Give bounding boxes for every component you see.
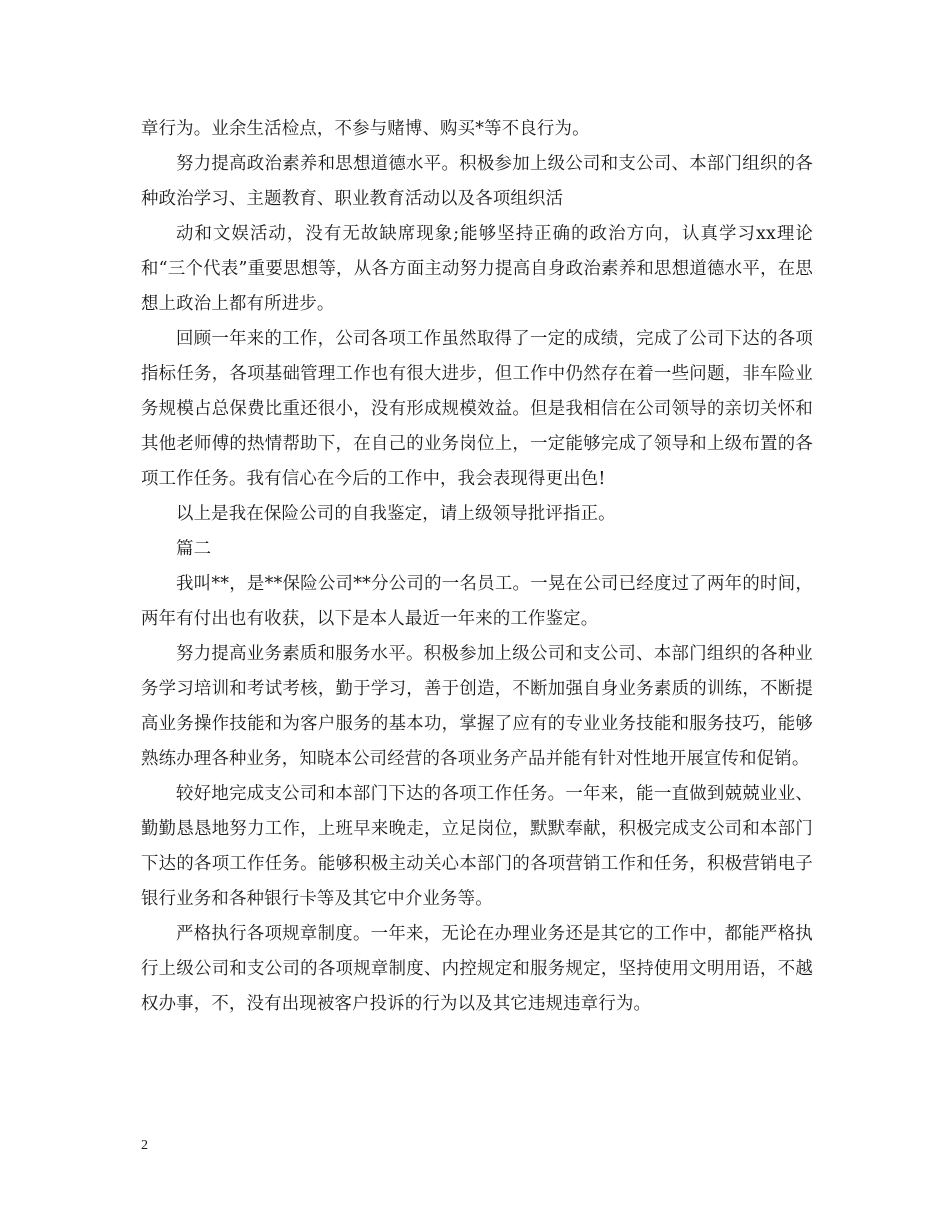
paragraph: 回顾一年来的工作，公司各项工作虽然取得了一定的成绩，完成了公司下达的各项指标任务，各项基础管理工作也有很大进步，但工作中仍然存在着一些问题，非车险业务规模占总保费比重还很小，没有形成规模效益。但是我相信在公司领导的亲切关怀和其他老师傅的热情帮助下，在自己的业务岗位上，一定能够完成了领导和上级布置的各项工作任务。我有信心在今后的工作中，我会表现得更出色! — [141, 329, 813, 489]
paragraph: 严格执行各项规章制度。一年来，无论在办理业务还是其它的工作中，都能严格执行上级公司和支公司的各项规章制度、内控规定和服务规定，坚持使用文明用语，不越权办事，不，没有出现被客户投诉的行为以及其它违规违章行为。 — [141, 924, 813, 1014]
paragraph: 努力提高业务素质和服务水平。积极参加上级公司和支公司、本部门组织的各种业务学习培训和考试考核，勤于学习，善于创造，不断加强自身业务素质的训练，不断提高业务操作技能和为客户服务的基本功，掌握了应有的专业业务技能和服务技巧，能够熟练办理各种业务，知晓本公司经营的各项业务产品并能有针对性地开展宣传和促销。 — [141, 644, 813, 769]
paragraph: 努力提高政治素养和思想道德水平。积极参加上级公司和支公司、本部门组织的各种政治学习、主题教育、职业教育活动以及各项组织活 — [141, 154, 813, 209]
document-body — [141, 112, 813, 1022]
section-heading: 篇二 — [176, 539, 212, 559]
paragraph: 章行为。业余生活检点，不参与赌博、购买*等不良行为。 — [141, 119, 590, 139]
page-number: 2 — [141, 1138, 148, 1153]
paragraph: 我叫**，是**保险公司**分公司的一名员工。一晃在公司已经度过了两年的时间，两年有付出也有收获，以下是本人最近一年来的工作鉴定。 — [141, 574, 813, 629]
paragraph: 动和文娱活动，没有无故缺席现象;能够坚持正确的政治方向，认真学习xx理论和“三个代表”重要思想等，从各方面主动努力提高自身政治素养和思想道德水平，在思想上政治上都有所进步。 — [141, 224, 813, 314]
paragraph: 较好地完成支公司和本部门下达的各项工作任务。一年来，能一直做到兢兢业业、勤勤恳恳地努力工作，上班早来晚走，立足岗位，默默奉献，积极完成支公司和本部门下达的各项工作任务。能够积极主动关心本部门的各项营销工作和任务，积极营销电子银行业务和各种银行卡等及其它中介业务等。 — [141, 784, 813, 909]
paragraph: 以上是我在保险公司的自我鉴定，请上级领导批评指正。 — [176, 504, 616, 524]
